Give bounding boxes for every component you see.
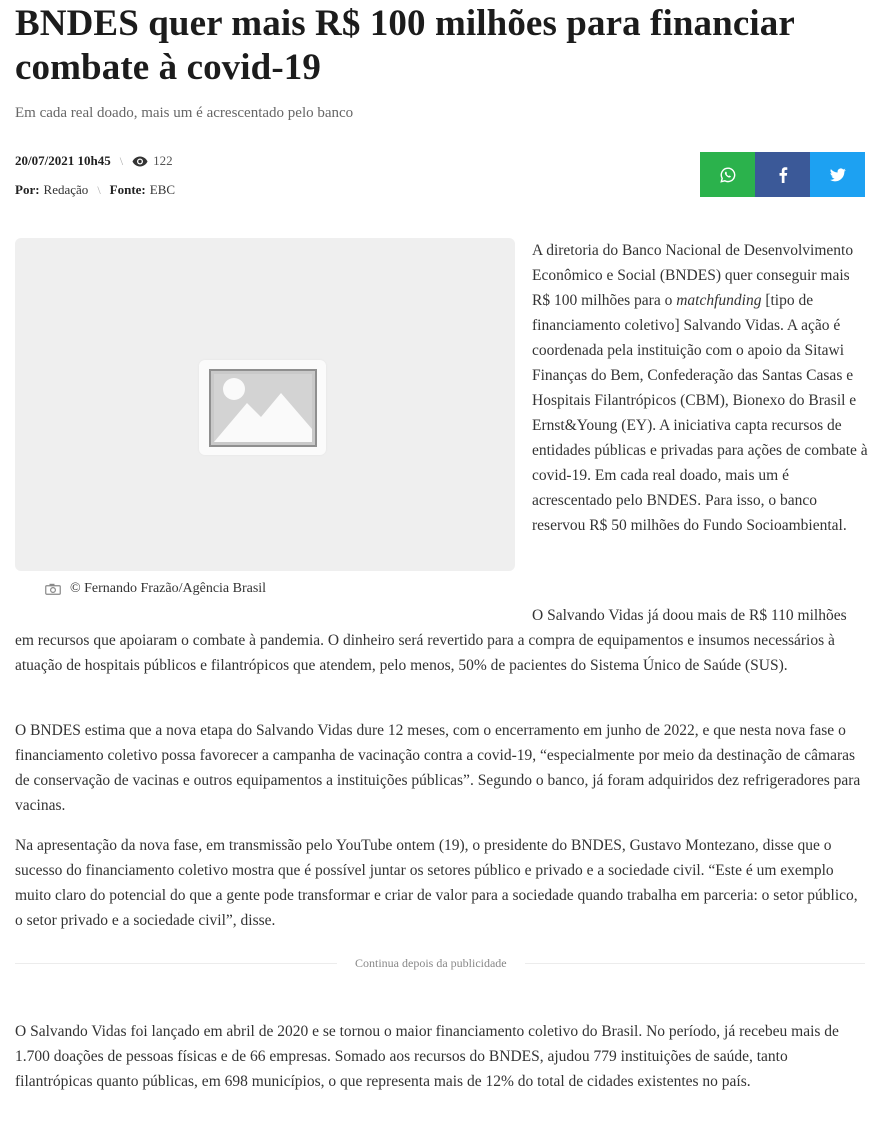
article-meta-date: [15, 152, 173, 170]
meta-separator: \: [119, 154, 124, 168]
article-paragraph: O Salvando Vidas foi lançado em abril de 2020 e se tornou o maior financiamento coletivo do Brasil. No período, já recebeu mais de 1.700 doações de pessoas físicas e de 66 empresas. Somado aos recursos do BNDES, ajudou 779 instituições de saúde, tanto filantrópicas quanto públicas, em 698 municípios, o que representa mais de 12% do total de cidades existentes no país.: [15, 1023, 839, 1090]
photo-credit: © Fernando Frazão/Agência Brasil: [70, 581, 267, 596]
article-meta-byline: [15, 181, 175, 199]
photo-caption: [45, 580, 266, 598]
share-facebook-button[interactable]: [755, 152, 810, 197]
publish-date: 20/07/2021 10h45: [15, 153, 111, 168]
eye-icon: [132, 156, 148, 167]
source-name: EBC: [149, 182, 176, 197]
article-title: BNDES quer mais R$ 100 milhões para financiar combate à covid-19: [15, 3, 795, 88]
view-count: 122: [153, 153, 173, 168]
author-name: Redação: [43, 182, 89, 197]
article-paragraph: A diretoria do Banco Nacional de Desenvolvimento Econômico e Social (BNDES) quer conseguir mais R$ 100 milhões para o matchfunding [tipo de financiamento coletivo] Salvando Vidas. A ação é coordenada pela instituição com o apoio da Sitawi Finanças do Bem, Confederação das Santas Casas e Hospitais Filantrópicos (CBM), Bionexo do Brasil e Ernst&Young (EY). A iniciativa capta recursos de entidades públicas e privadas para ações de combate à covid-19. Em cada real doado, mais um é acrescentado pelo BNDES. Para isso, o banco reservou R$ 50 milhões do Fundo Socioambiental.: [532, 242, 868, 534]
share-buttons: [700, 152, 865, 197]
image-placeholder: [199, 360, 326, 455]
article-photo: [15, 238, 515, 571]
share-twitter-button[interactable]: [810, 152, 865, 197]
article-paragraph: Na apresentação da nova fase, em transmissão pelo YouTube ontem (19), o presidente do BNDES, Gustavo Montezano, disse que o sucesso do financiamento coletivo mostra que é possível juntar os setores público e privado e a sociedade civil. “Este é um exemplo muito claro do potencial do que a gente pode transformar e criar de valor para a sociedade quando trabalha em parceria: o setor público, o setor privado e a sociedade civil”, disse.: [15, 837, 858, 929]
article-paragraph: O Salvando Vidas já doou mais de R$ 110 milhões em recursos que apoiaram o combate à pandemia. O dinheiro será revertido para a compra de equipamentos e insumos necessários à atuação de hospitais públicos e filantrópicos que atendem, pelo menos, 50% de pacientes do Sistema Único de Saúde (SUS).: [15, 607, 847, 674]
image-placeholder-icon: [209, 369, 317, 447]
ad-label: Continua depois da publicidade: [337, 954, 525, 972]
article-paragraph: O BNDES estima que a nova etapa do Salvando Vidas dure 12 meses, com o encerramento em junho de 2022, e que nesta nova fase o financiamento coletivo possa favorecer a campanha de vacinação contra a covid-19, “especialmente por meio da destinação de câmaras de conservação de vacinas e outros equipamentos a instituições públicas”. Segundo o banco, já foram adquiridos dez refrigeradores para vacinas.: [15, 722, 861, 814]
facebook-icon: [778, 167, 788, 183]
whatsapp-icon: [720, 167, 736, 183]
share-whatsapp-button[interactable]: [700, 152, 755, 197]
source-label: Fonte:: [109, 182, 146, 197]
article-subtitle: Em cada real doado, mais um é acrescentado pelo banco: [15, 105, 354, 121]
meta-separator: \: [97, 183, 101, 197]
author-label: Por:: [15, 182, 40, 197]
twitter-icon: [830, 168, 846, 182]
camera-icon: [45, 583, 61, 595]
